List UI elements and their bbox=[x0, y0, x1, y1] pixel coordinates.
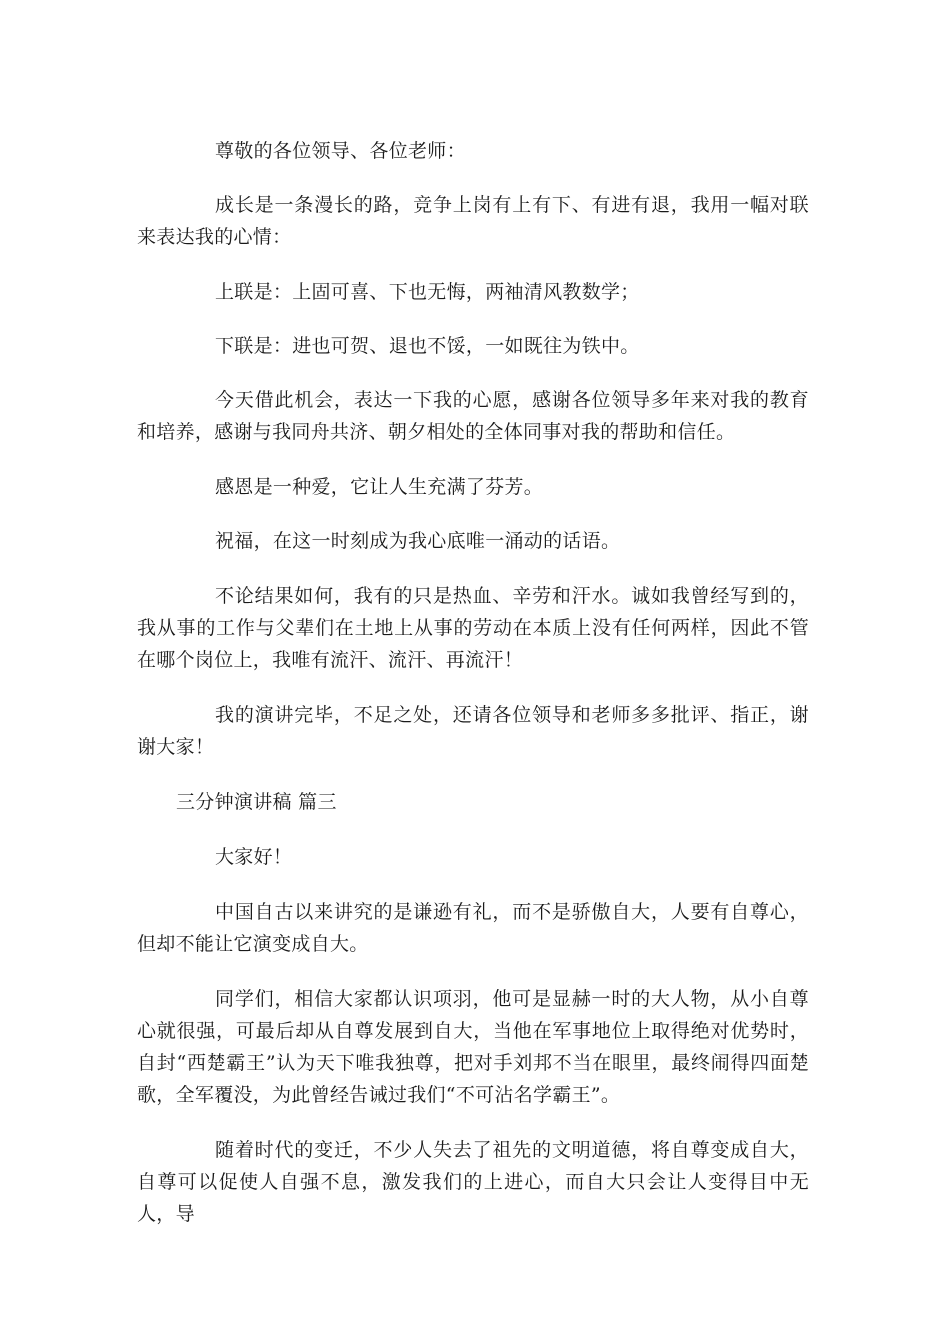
greeting: 大家好！ bbox=[215, 846, 293, 868]
paragraph-closing: 我的演讲完毕，不足之处，还请各位领导和老师多多批评、指正，谢谢大家！ bbox=[137, 704, 809, 758]
document-page bbox=[137, 135, 809, 1230]
paragraph-gratitude: 感恩是一种爱，它让人生充满了芬芳。 bbox=[215, 476, 544, 498]
salutation: 尊敬的各位领导、各位老师： bbox=[215, 140, 466, 162]
paragraph-blessing: 祝福，在这一时刻成为我心底唯一涌动的话语。 bbox=[215, 530, 621, 552]
paragraph-effort: 不论结果如何，我有的只是热血、辛劳和汗水。诚如我曾经写到的，我从事的工作与父辈们在土地上从事的劳动在本质上没有任何两样，因此不管在哪个岗位上，我唯有流汗、流汗、再流汗！ bbox=[137, 585, 809, 671]
paragraph-couplet-intro: 成长是一条漫长的路，竞争上岗有上有下、有进有退，我用一幅对联来表达我的心情： bbox=[137, 194, 809, 248]
paragraph-times-change: 随着时代的变迁，不少人失去了祖先的文明道德，将自尊变成自大，自尊可以促使人自强不息，激发我们的上进心，而自大只会让人变得目中无人，导 bbox=[137, 1139, 809, 1225]
paragraph-couplet-lower: 下联是：进也可贺、退也不馁，一如既往为铁中。 bbox=[215, 335, 640, 357]
paragraph-thanks: 今天借此机会，表达一下我的心愿，感谢各位领导多年来对我的教育和培养，感谢与我同舟共济、朝夕相处的全体同事对我的帮助和信任。 bbox=[137, 389, 809, 443]
paragraph-xiang-yu: 同学们，相信大家都认识项羽，他可是显赫一时的大人物，从小自尊心就很强，可最后却从自尊发展到自大，当他在军事地位上取得绝对优势时，自封“西楚霸王”认为天下唯我独尊，把对手刘邦不当在眼里，最终闹得四面楚歌，全军覆没，为此曾经告诫过我们“不可沾名学霸王”。 bbox=[137, 988, 809, 1106]
paragraph-couplet-upper: 上联是：上固可喜、下也无悔，两袖清风教数学； bbox=[215, 281, 640, 303]
paragraph-modesty: 中国自古以来讲究的是谦逊有礼，而不是骄傲自大，人要有自尊心，但却不能让它演变成自大。 bbox=[137, 901, 809, 955]
section-heading: 三分钟演讲稿 篇三 bbox=[176, 791, 337, 813]
